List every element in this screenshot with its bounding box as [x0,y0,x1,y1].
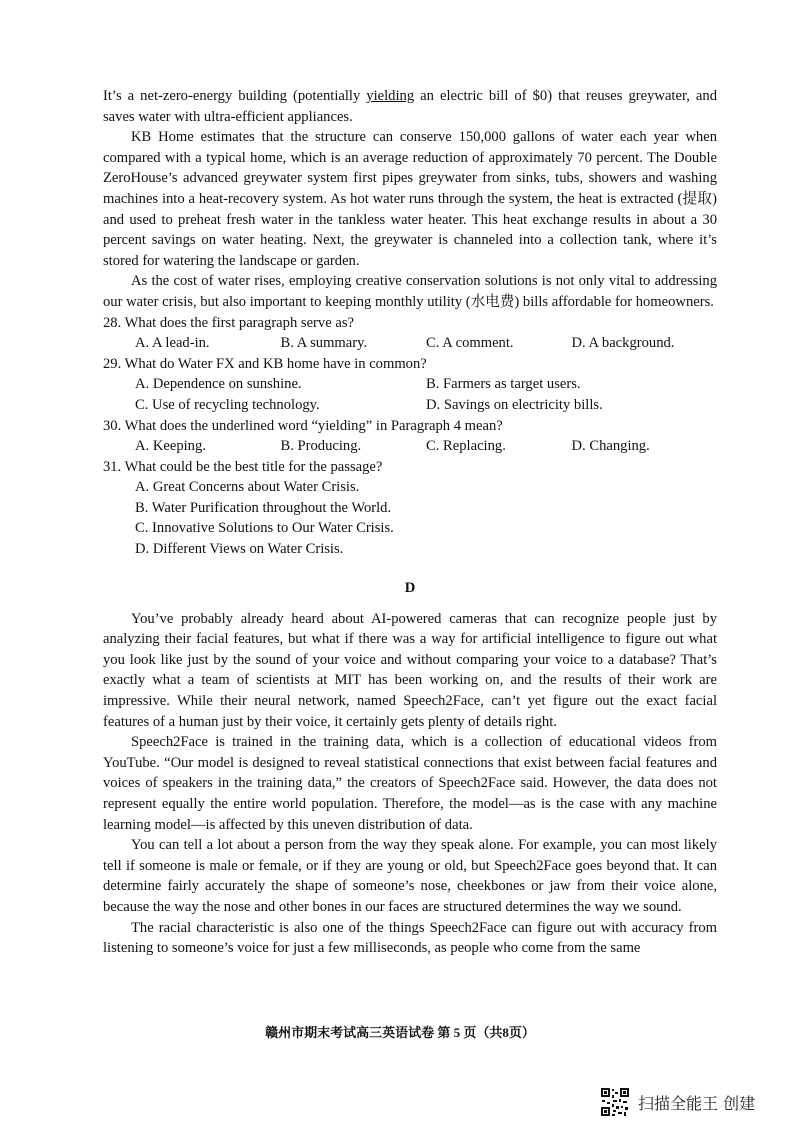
question-29-options-row-2 [103,395,717,416]
scanner-label: 扫描全能王 创建 [638,1093,756,1113]
underlined-word-yielding: yielding [366,88,415,104]
q28-option-b: B. A summary. [280,335,368,352]
q31-option-b: B. Water Purification throughout the World. [135,499,392,516]
question-30-options [103,436,717,457]
scanner-watermark [600,1086,755,1118]
passage-d-paragraph-1: You’ve probably already heard about AI-powered cameras that can recognize people just by analyzing their facial features, but what if there was a way for artificial intelligence to figure out what you look like just by the sound of your voice and without comparing your voice to a database? That’s exactly what a team of scientists at MIT has been working on, and the results of their work are impressive. While their neural network, named Speech2Face, can’t yet figure out the exact facial features of a human just by their voice, it certainly gets plenty of details right. [103,610,717,730]
q28-option-a: A. A lead-in. [135,335,210,352]
q29-option-a: A. Dependence on sunshine. [135,376,302,393]
q29-option-b: B. Farmers as target users. [426,376,581,393]
question-29-stem: 29. What do Water FX and KB home have in common? [103,355,427,372]
passage-c-paragraph-5: KB Home estimates that the structure can conserve 150,000 gallons of water each year when compared with a typical home, which is an average reduction of approximately 70 percent. The Double ZeroHouse’s advanced greywater system first pipes greywater from sinks, tubs, showers and washing machines into a heat-recovery system. As hot water runs through the system, the heat is extracted (提取) and used to preheat fresh water in the tankless water heater. This heat exchange results in about a 30 percent savings on water heating. Next, the greywater is channeled into a collection tank, where it’s stored for watering the landscape or garden. [103,129,717,269]
passage-d-paragraph-3: You can tell a lot about a person from the way they speak alone. For example, you can most likely tell if someone is male or female, or if they are young or old, but Speech2Face goes beyond that. It can determine fairly accurately the shape of someone’s nose, cheekbones or jaw from their voice alone, because the way the nose and other bones in our faces are structured determines the way we sound. [103,837,717,915]
section-heading-d: D [404,579,416,596]
q29-option-c: C. Use of recycling technology. [135,396,320,413]
qr-code-icon [600,1087,630,1117]
q31-option-a: A. Great Concerns about Water Crisis. [135,479,360,496]
question-30-stem: 30. What does the underlined word “yielding” in Paragraph 4 mean? [103,417,503,434]
q31-option-d: D. Different Views on Water Crisis. [135,541,344,558]
question-28-options [103,333,717,354]
passage-d-paragraph-4: The racial characteristic is also one of the things Speech2Face can figure out with accuracy from listening to someone’s voice for just a few milliseconds, as people who come from the same [103,919,717,957]
page-footer: 赣州市期末考试高三英语试卷 第 5 页（共8页） [265,1025,535,1040]
q28-option-c: C. A comment. [426,335,514,352]
q30-option-c: C. Replacing. [426,438,506,455]
q30-option-b: B. Producing. [280,438,362,455]
q30-option-a: A. Keeping. [135,438,206,455]
passage-c-paragraph-6: As the cost of water rises, employing creative conservation solutions is not only vital to addressing our water crisis, but also important to keeping monthly utility (水电费) bills affordable for homeowners. [103,273,717,310]
q28-option-d: D. A background. [571,335,675,352]
question-28-stem: 28. What does the first paragraph serve as? [103,314,354,331]
question-31-stem: 31. What could be the best title for the passage? [103,458,383,475]
q30-option-d: D. Changing. [571,438,650,455]
passage-d-paragraph-2: Speech2Face is trained in the training data, which is a collection of educational videos from YouTube. “Our model is designed to reveal statistical connections that exist between facial features and voices of speakers in the training data,” the creators of Speech2Face said. However, the data does not represent equally the entire world population. Therefore, the model—as is the case with any machine learning model—is affected by this uneven distribution of data. [103,734,717,833]
q31-option-c: C. Innovative Solutions to Our Water Crisis. [135,520,394,537]
exam-page [103,86,717,959]
q29-option-d: D. Savings on electricity bills. [426,396,603,413]
question-29-options-row-1 [103,374,717,395]
passage-c-paragraph-4: It’s a net-zero-energy building (potentially yielding an electric bill of $0) that reuses greywater, and saves water with ultra-efficient appliances. [103,88,717,125]
